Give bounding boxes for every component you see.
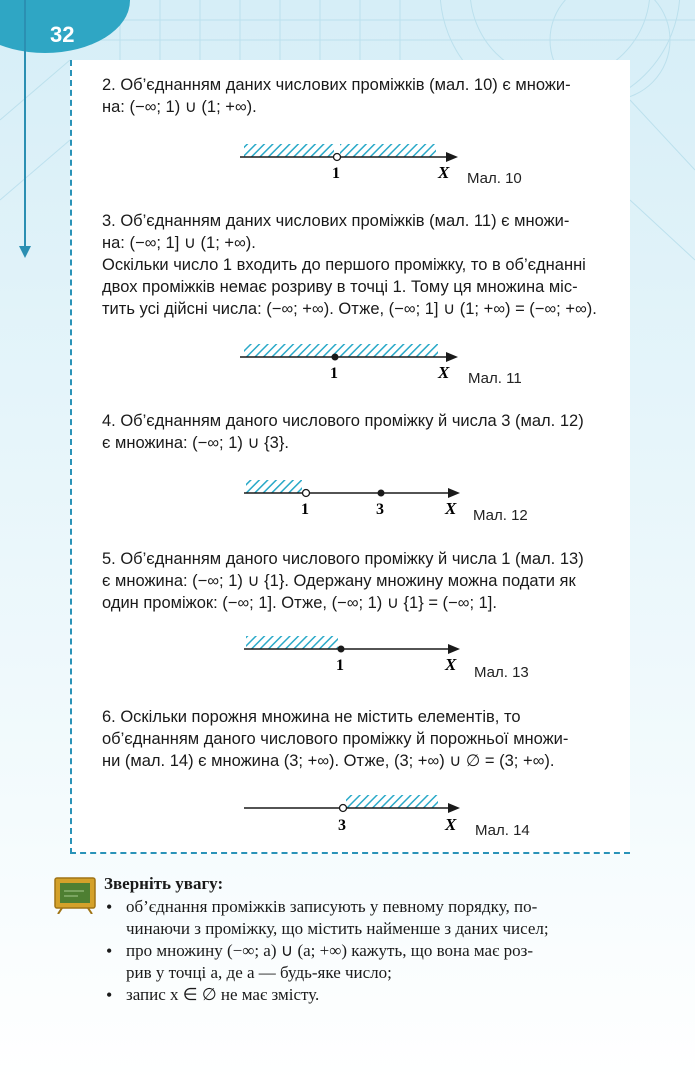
page-number: 32 xyxy=(50,22,75,47)
figure-10 xyxy=(240,144,458,182)
figure-11 xyxy=(240,344,458,382)
fig10-point-label: 1 xyxy=(332,165,340,182)
fig13-hatch xyxy=(246,636,338,649)
attention-title: Зверніть увагу: xyxy=(104,874,224,893)
attention-list xyxy=(104,896,632,1006)
attention-bullet: • запис x ∈ ∅ не має змісту. xyxy=(104,984,632,1006)
item-4-line: 4. Об’єднанням даного числового проміжку й числа 3 (мал. 12) xyxy=(102,412,584,430)
fig12-open-point xyxy=(303,490,310,497)
fig12-point-label-1: 1 xyxy=(301,501,309,518)
fig14-arrow-icon xyxy=(448,803,460,813)
figure-14 xyxy=(244,795,460,834)
fig13-arrow-icon xyxy=(448,644,460,654)
attention-bullet: • про множину (−∞; a) ∪ (a; +∞) кажуть, що вона має роз- рив у точці a, де a — будь-яке число; xyxy=(104,940,632,984)
item-6-line: об’єднанням даного числового проміжку й порожньої множи- xyxy=(102,730,569,748)
fig13-filled-point xyxy=(338,646,345,653)
item-3-line: Оскільки число 1 входить до першого проміжку, то в об’єднанні xyxy=(102,256,586,274)
fig12-axis-label: X xyxy=(445,499,457,518)
item-4-line: є множина: (−∞; 1) ∪ {3}. xyxy=(102,434,289,452)
fig14-caption: Мал. 14 xyxy=(475,822,530,839)
fig11-point-label: 1 xyxy=(330,365,338,382)
fig10-hatch-right xyxy=(340,144,436,157)
fig13-point-label: 1 xyxy=(336,657,344,674)
fig14-hatch xyxy=(346,795,438,808)
fig10-axis-label: X xyxy=(438,163,450,182)
fig12-filled-point xyxy=(378,490,385,497)
item-2-line: 2. Об’єднанням даних числових проміжків (мал. 10) є множи- xyxy=(102,76,571,94)
item-2-line: на: (−∞; 1) ∪ (1; +∞). xyxy=(102,98,257,116)
chalkboard-icon xyxy=(54,872,100,914)
item-3-line: на: (−∞; 1] ∪ (1; +∞). xyxy=(102,234,256,252)
fig11-axis-label: X xyxy=(438,363,450,382)
item-6-line: 6. Оскільки порожня множина не містить елементів, то xyxy=(102,708,521,726)
fig11-caption: Мал. 11 xyxy=(468,370,522,387)
fig13-axis-label: X xyxy=(445,655,457,674)
figure-12 xyxy=(244,480,460,518)
fig10-open-point xyxy=(334,154,341,161)
fig12-arrow-icon xyxy=(448,488,460,498)
fig12-caption: Мал. 12 xyxy=(473,507,528,524)
item-5-line: один проміжок: (−∞; 1]. Отже, (−∞; 1) ∪ {1} = (−∞; 1]. xyxy=(102,594,497,612)
figure-13 xyxy=(244,636,460,674)
fig10-caption: Мал. 10 xyxy=(467,170,522,187)
fig14-axis-label: X xyxy=(445,815,457,834)
fig14-open-point xyxy=(340,805,347,812)
fig13-caption: Мал. 13 xyxy=(474,664,529,681)
fig11-arrow-icon xyxy=(446,352,458,362)
fig10-hatch-left xyxy=(244,144,334,157)
fig12-hatch xyxy=(246,480,302,493)
item-3-line: тить усі дійсні числа: (−∞; +∞). Отже, (−∞; 1] ∪ (1; +∞) = (−∞; +∞). xyxy=(102,300,597,318)
fig14-point-label: 3 xyxy=(338,817,346,834)
fig11-hatch xyxy=(244,344,438,357)
item-5-line: є множина: (−∞; 1) ∪ {1}. Одержану множину можна подати як xyxy=(102,572,576,590)
fig12-point-label-3: 3 xyxy=(376,501,384,518)
item-3-line: двох проміжків немає розриву в точці 1. Тому ця множина міс- xyxy=(102,278,578,296)
item-5-line: 5. Об’єднанням даного числового проміжку й числа 1 (мал. 13) xyxy=(102,550,584,568)
item-6-line: ни (мал. 14) є множина (3; +∞). Отже, (3; +∞) ∪ ∅ = (3; +∞). xyxy=(102,752,555,770)
fig10-arrow-icon xyxy=(446,152,458,162)
fig11-filled-point xyxy=(332,354,339,361)
attention-bullet: • об’єднання проміжків записують у певному порядку, по- чинаючи з проміжку, що містить найменше з даних чисел; xyxy=(104,896,632,940)
item-3-line: 3. Об’єднанням даних числових проміжків (мал. 11) є множи- xyxy=(102,212,570,230)
